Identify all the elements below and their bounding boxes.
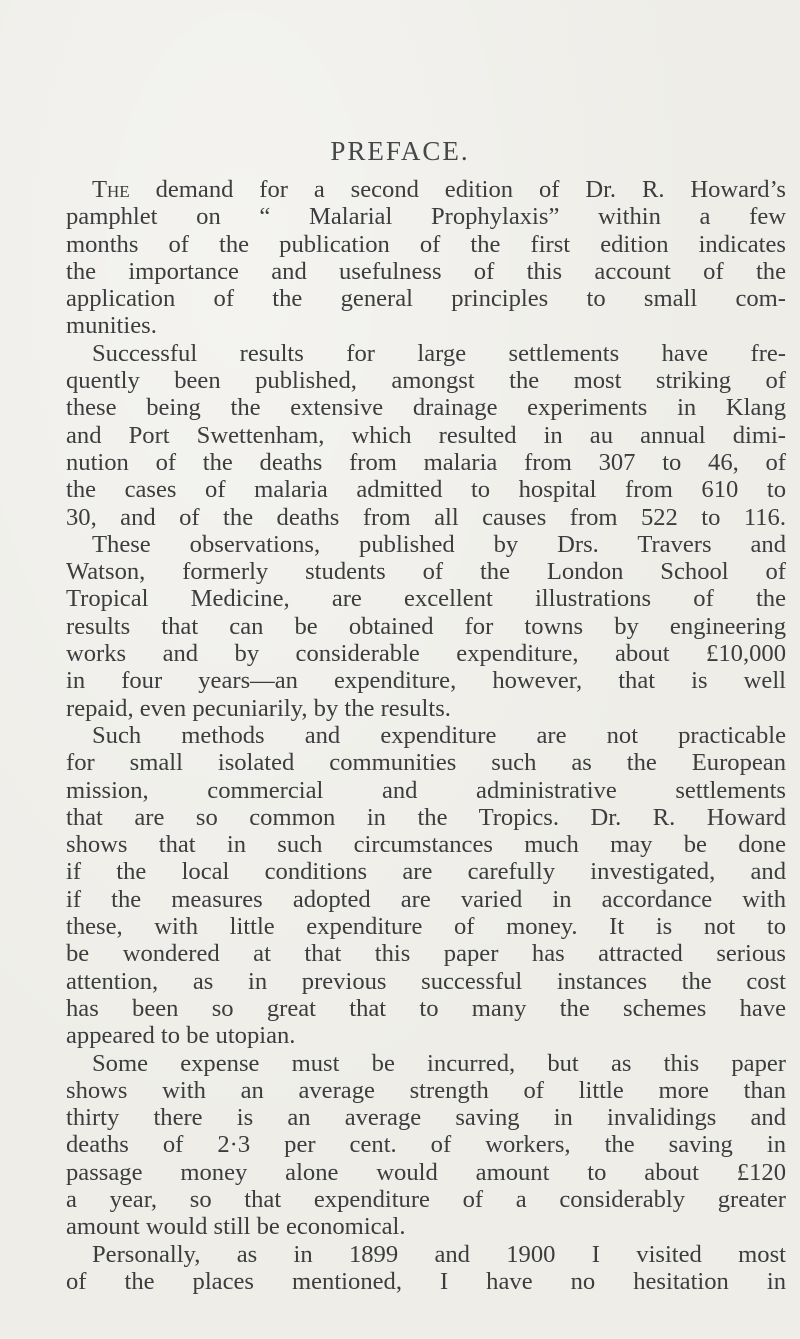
text-line: quently been published, amongst the most striking of <box>66 367 786 395</box>
text-line: Successful results for large settlements have fre- <box>92 339 786 367</box>
text-line: has been so great that to many the schemes have <box>66 994 786 1022</box>
text-line: and Port Swettenham, which resulted in au annual dimi- <box>66 421 786 449</box>
text-line: nution of the deaths from malaria from 307 to 46, of <box>66 448 786 476</box>
text-line: amount would still be economical. <box>66 1213 406 1241</box>
text-line: passage money alone would amount to about £120 <box>66 1158 786 1186</box>
text-line: works and by considerable expenditure, about £10,000 <box>66 640 786 668</box>
preface-body <box>66 176 786 1295</box>
text-line: application of the general principles to small com- <box>66 285 786 313</box>
text-line: shows that in such circumstances much may be done <box>66 831 786 859</box>
text-line: in four years—an expenditure, however, that is well <box>66 667 786 695</box>
text-line: repaid, even pecuniarily, by the results. <box>66 694 451 722</box>
text-line: these being the extensive drainage experiments in Klang <box>66 394 786 422</box>
text-line: Watson, formerly students of the London School of <box>66 558 786 586</box>
text-line: Some expense must be incurred, but as this paper <box>92 1049 786 1077</box>
opening-word: The <box>92 176 130 203</box>
text-line: munities. <box>66 312 157 340</box>
text-line: deaths of 2·3 per cent. of workers, the saving in <box>66 1131 786 1159</box>
text-line: These observations, published by Drs. Travers and <box>92 530 786 558</box>
text-line: if the local conditions are carefully investigated, and <box>66 858 786 886</box>
text-line: mission, commercial and administrative settlements <box>66 776 786 804</box>
text-line: be wondered at that this paper has attracted serious <box>66 940 786 968</box>
text-line: Personally, as in 1899 and 1900 I visited most <box>92 1240 786 1268</box>
text-line: that are so common in the Tropics. Dr. R. Howard <box>66 803 786 831</box>
text-line: results that can be obtained for towns by engineering <box>66 612 786 640</box>
text-line: for small isolated communities such as the European <box>66 749 786 777</box>
text-line: Such methods and expenditure are not practicable <box>92 721 786 749</box>
text-line: thirty there is an average saving in invalidings and <box>66 1104 786 1132</box>
text-line: a year, so that expenditure of a considerably greater <box>66 1185 786 1213</box>
text-line: 30, and of the deaths from all causes from 522 to 116. <box>66 503 786 531</box>
text-line: attention, as in previous successful instances the cost <box>66 967 786 995</box>
text-line: the importance and usefulness of this account of the <box>66 257 786 285</box>
text-line: appeared to be utopian. <box>66 1022 296 1050</box>
text-line: pamphlet on “ Malarial Prophylaxis” within a few <box>66 203 786 231</box>
text-line: shows with an average strength of little more than <box>66 1076 786 1104</box>
page-title: PREFACE. <box>330 136 470 166</box>
text-line: Tropical Medicine, are excellent illustrations of the <box>66 585 786 613</box>
text-line: the cases of malaria admitted to hospital from 610 to <box>66 476 786 504</box>
text-line: of the places mentioned, I have no hesitation in <box>66 1267 786 1295</box>
text-line: if the measures adopted are varied in accordance with <box>66 885 786 913</box>
text-line: months of the publication of the first edition indicates <box>66 230 786 258</box>
text-line: these, with little expenditure of money. It is not to <box>66 913 786 941</box>
text-line: The demand for a second edition of Dr. R. Howard’s <box>92 176 786 203</box>
